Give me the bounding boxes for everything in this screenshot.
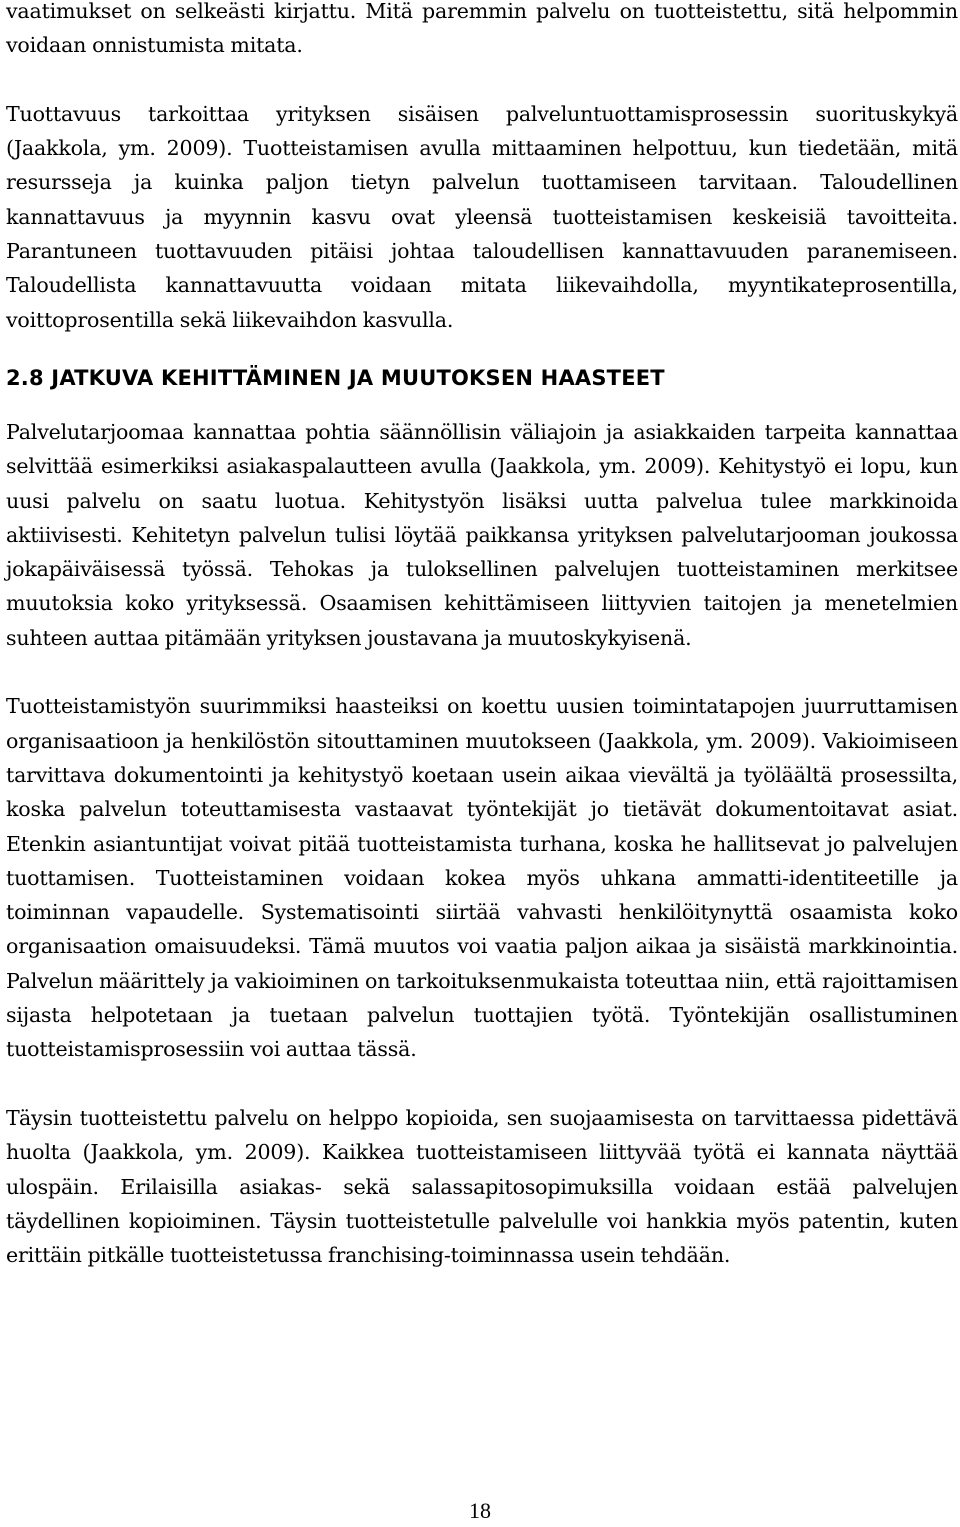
section-heading: 2.8 JATKUVA KEHITTÄMINEN JA MUUTOKSEN HAASTEET <box>6 365 665 390</box>
body-paragraph: Täysin tuotteistettu palvelu on helppo kopioida, sen suojaamisesta on tarvittaessa pidettävä huolta (Jaakkola, ym. 2009). Kaikkea tuotteistamiseen liittyvää työtä ei kannata näyttää ulospäin. Erilaisilla asiakas- sekä salassapitosopimuksilla voidaan estää palvelujen täydellinen kopioiminen. Täysin tuotteistetulle palvelulle voi hankkia myös patentin, kuten erittäin pitkälle tuotteistetussa franchising-toiminnassa usein tehdään. <box>6 1105 958 1268</box>
body-paragraph: Tuotteistamistyön suurimmiksi haasteiksi on koettu uusien toimintatapojen juurruttamisen organisaatioon ja henkilöstön sitouttaminen muutokseen (Jaakkola, ym. 2009). Vakioimiseen tarvittava dokumentointi ja kehitystyö koetaan usein aikaa vievältä ja työläältä prosessilta, koska palvelun toteuttamisesta vastaavat työntekijät jo tietävät dokumentoitavat asiat. Etenkin asiantuntijat voivat pitää tuotteistamista turhana, koska he hallitsevat jo palvelujen tuottamisen. Tuotteistaminen voidaan kokea myös uhkana ammatti-identiteetille ja toiminnan vapaudelle. Systematisointi siirtää vahvasti henkilöitynyttä osaamista koko organisaation omaisuudeksi. Tämä muutos voi vaatia paljon aikaa ja sisäistä markkinointia. Palvelun määrittely ja vakioiminen on tarkoituksenmukaista toteuttaa niin, että rajoittamisen sijasta helpotetaan ja tuetaan palvelun tuottajien työtä. Työntekijän osallistuminen tuotteistamisprosessiin voi auttaa tässä. <box>6 694 958 1062</box>
body-paragraph: vaatimukset on selkeästi kirjattu. Mitä paremmin palvelu on tuotteistettu, sitä helpommin voidaan onnistumista mitata. <box>6 0 958 58</box>
document-page <box>6 0 958 1272</box>
body-paragraph: Tuottavuus tarkoittaa yrityksen sisäisen palveluntuottamisprosessin suorituskykyä (Jaakkola, ym. 2009). Tuotteistamisen avulla mittaaminen helpottuu, kun tiedetään, mitä resursseja ja kuinka paljon tietyn palvelun tuottamiseen tarvitaan. Taloudellinen kannattavuus ja myynnin kasvu ovat yleensä tuotteistamisen keskeisiä tavoitteita. Parantuneen tuottavuuden pitäisi johtaa taloudellisen kannattavuuden paranemiseen. Taloudellista kannattavuutta voidaan mitata liikevaihdolla, myyntikateprosentilla, voittoprosentilla sekä liikevaihdon kasvulla. <box>6 101 958 332</box>
body-paragraph: Palvelutarjoomaa kannattaa pohtia säännöllisin väliajoin ja asiakkaiden tarpeita kannattaa selvittää esimerkiksi asiakaspalautteen avulla (Jaakkola, ym. 2009). Kehitystyö ei lopu, kun uusi palvelu on saatu luotua. Kehitystyön lisäksi uutta palvelua tulee markkinoida aktiivisesti. Kehitetyn palvelun tulisi löytää paikkansa yrityksen palvelutarjooman joukossa jokapäiväisessä työssä. Tehokas ja tuloksellinen palvelujen tuotteistaminen merkitsee muutoksia koko yrityksessä. Osaamisen kehittämiseen liittyvien taitojen ja menetelmien suhteen auttaa pitämään yrityksen joustavana ja muutoskykyisenä. <box>6 419 958 650</box>
page-number: 18 <box>469 1498 491 1523</box>
